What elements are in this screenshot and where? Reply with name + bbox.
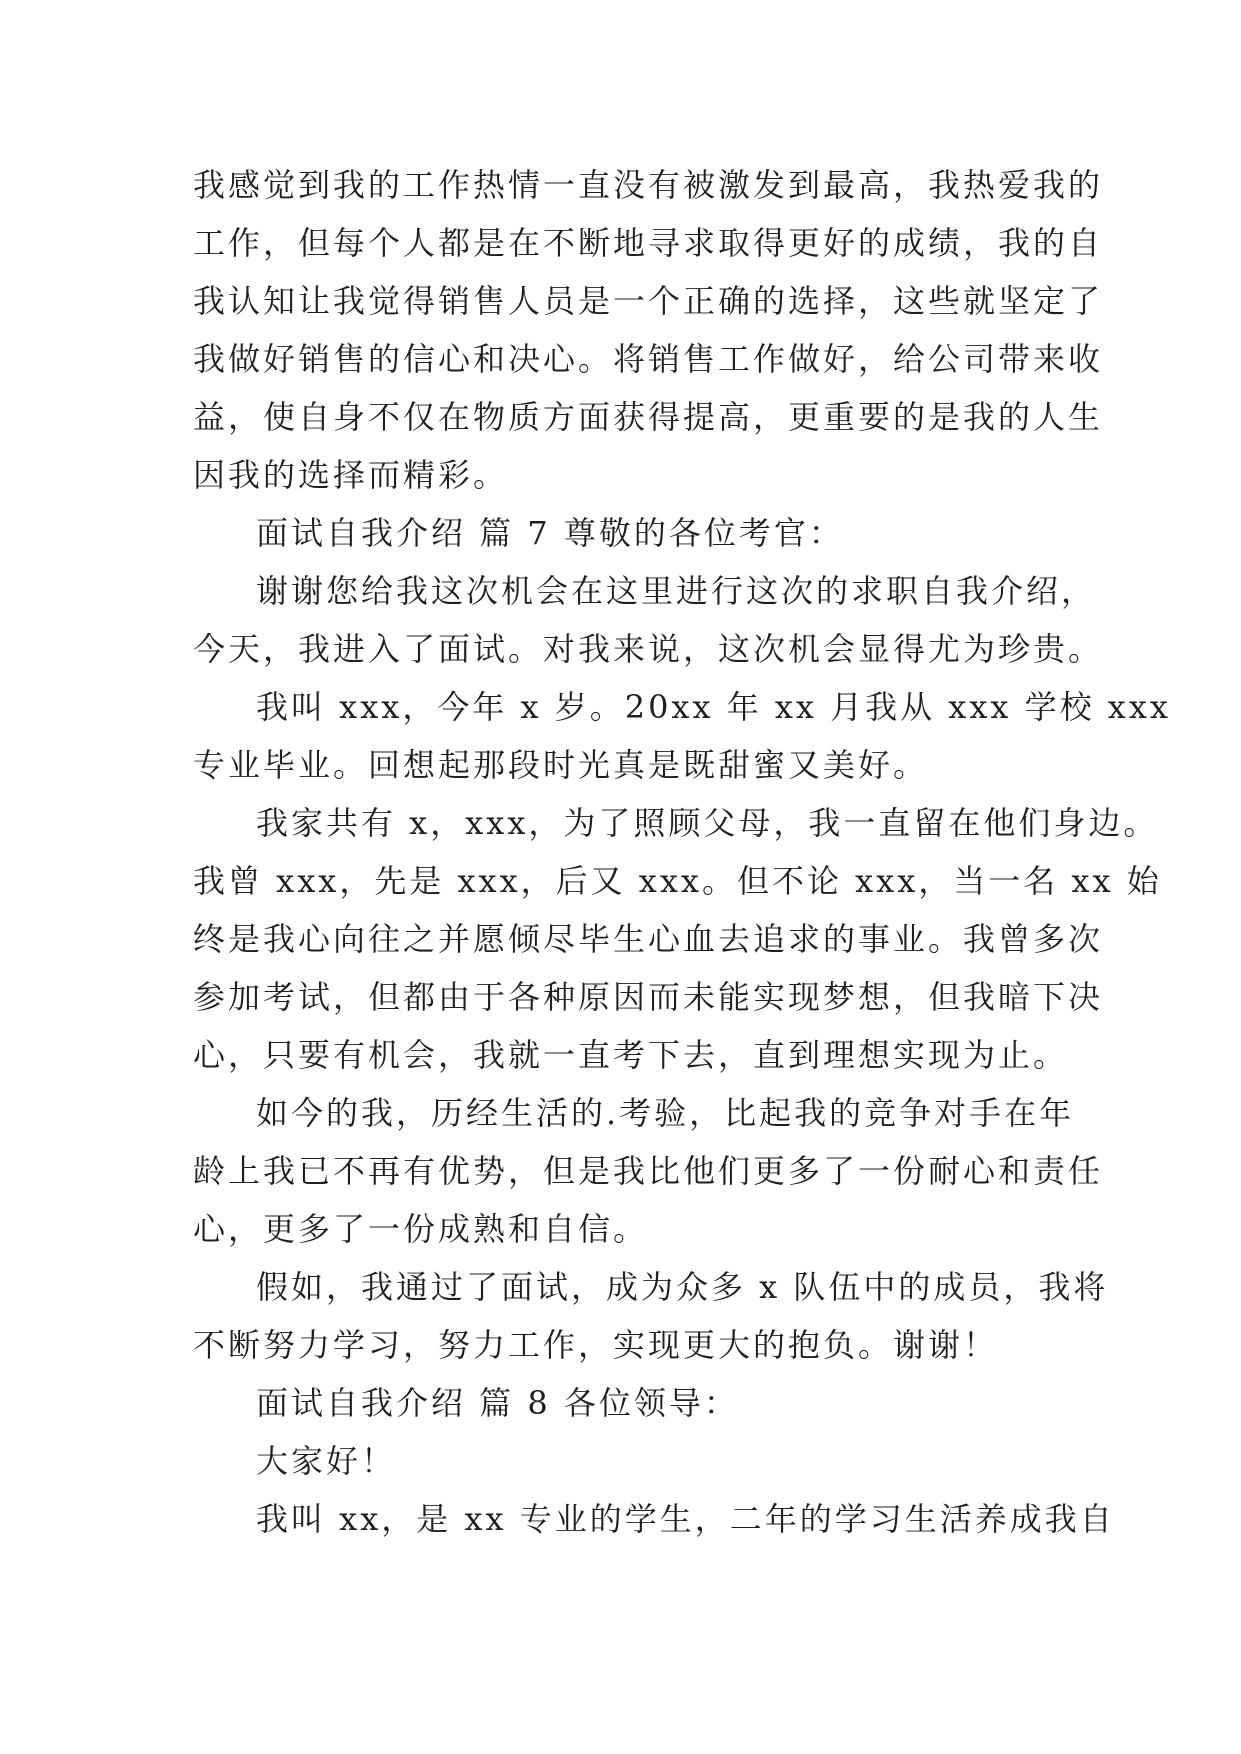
text-line: 大家好！ xyxy=(256,1442,397,1480)
text-line: 谢谢您给我这次机会在这里进行这次的求职自我介绍， xyxy=(256,572,1097,610)
text-line: 今天，我进入了面试。对我来说，这次机会显得尤为珍贵。 xyxy=(193,630,1104,668)
text-line: 终是我心向往之并愿倾尽毕生心血去追求的事业。我曾多次 xyxy=(193,920,1104,958)
text-line: 我叫 xxx，今年 x 岁。20xx 年 xx 月我从 xxx 学校 xxx xyxy=(256,688,1171,726)
text-line: 不断努力学习，努力工作，实现更大的抱负。谢谢！ xyxy=(193,1326,999,1364)
text-line: 因我的选择而精彩。 xyxy=(193,456,509,494)
text-line: 假如，我通过了面试，成为众多 x 队伍中的成员，我将 xyxy=(256,1268,1109,1306)
text-line: 我叫 xx，是 xx 专业的学生，二年的学习生活养成我自 xyxy=(256,1500,1115,1538)
text-line: 我感觉到我的工作热情一直没有被激发到最高，我热爱我的 xyxy=(193,166,1104,204)
text-line: 龄上我已不再有优势，但是我比他们更多了一份耐心和责任 xyxy=(193,1152,1104,1190)
text-line: 我曾 xxx，先是 xxx，后又 xxx。但不论 xxx，当一名 xx 始 xyxy=(193,862,1162,900)
section-heading: 面试自我介绍 篇 7 尊敬的各位考官： xyxy=(256,514,844,552)
text-line: 参加考试，但都由于各种原因而未能实现梦想，但我暗下决 xyxy=(193,978,1104,1016)
text-line: 专业毕业。回想起那段时光真是既甜蜜又美好。 xyxy=(193,746,929,784)
text-line: 我认知让我觉得销售人员是一个正确的选择，这些就坚定了 xyxy=(193,282,1104,320)
text-line: 益，使自身不仅在物质方面获得提高，更重要的是我的人生 xyxy=(193,398,1104,436)
text-line: 心，更多了一份成熟和自信。 xyxy=(193,1210,649,1248)
text-line: 我家共有 x，xxx，为了照顾父母，我一直留在他们身边。 xyxy=(256,804,1159,842)
text-line: 工作，但每个人都是在不断地寻求取得更好的成绩，我的自 xyxy=(193,224,1104,262)
text-line: 心，只要有机会，我就一直考下去，直到理想实现为止。 xyxy=(193,1036,1069,1074)
text-line: 我做好销售的信心和决心。将销售工作做好，给公司带来收 xyxy=(193,340,1104,378)
text-line: 如今的我，历经生活的.考验，比起我的竞争对手在年 xyxy=(256,1094,1075,1132)
section-heading: 面试自我介绍 篇 8 各位领导： xyxy=(256,1384,739,1422)
